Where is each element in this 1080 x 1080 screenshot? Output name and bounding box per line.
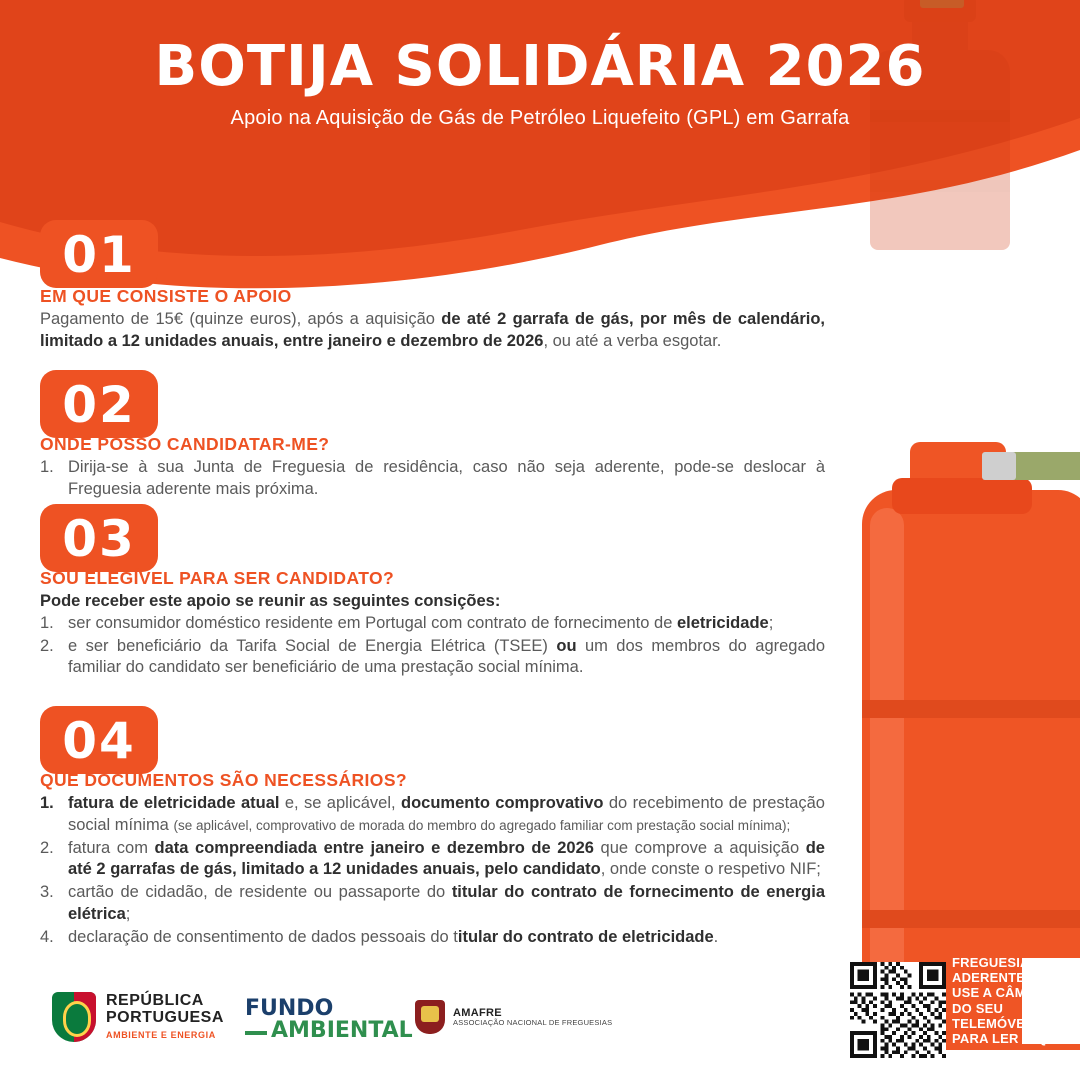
text-run: cartão de cidadão, de residente ou passaporte do (68, 883, 452, 902)
list-item (40, 636, 825, 680)
section-number-01: 01 (40, 220, 158, 288)
logo-amafre (415, 1000, 612, 1034)
list-marker: 4. (40, 927, 54, 946)
amafre-line2: ASSOCIAÇÃO NACIONAL DE FREGUESIAS (453, 1017, 613, 1027)
list-marker: 1. (40, 458, 54, 476)
text-run: ; (125, 904, 131, 923)
text-run: Pagamento de 15€ (quinze euros), após a aquisição (40, 310, 442, 328)
fundo-line2: AMBIENTAL (271, 1018, 413, 1043)
list-marker: 1. (40, 613, 54, 632)
list-item (40, 793, 825, 837)
section-04-heading: QUE DOCUMENTOS SÃO NECESSÁRIOS? (40, 770, 407, 790)
section-01-heading: EM QUE CONSISTE O APOIO (40, 286, 292, 306)
text-run: ; (768, 613, 774, 632)
list-text (68, 613, 773, 635)
list-marker: 2. (40, 838, 54, 857)
text-run: , onde conste o respetivo NIF; (600, 860, 821, 879)
list-text (68, 793, 825, 837)
text-run: ser consumidor doméstico residente em Portugal com contrato de fornecimento de (68, 613, 677, 632)
logo-republica-portuguesa (52, 992, 224, 1042)
text-run-bold: data compreendiada entre janeiro e dezembro de 2026 (154, 838, 594, 857)
section-01-paragraph (40, 309, 825, 353)
fundo-line1: FUNDO (245, 996, 334, 1021)
logo-fundo-ambiental (245, 998, 413, 1042)
qr-title: FREGUESIAS ADERENTES (952, 954, 1039, 986)
text-run-bold: de até 2 garrafas de gás, limitado a 12 unidades anuais, pelo candidato (68, 838, 825, 879)
text-run: fatura com (68, 838, 155, 857)
amafre-line1: AMAFRE (453, 1006, 502, 1019)
list-item (40, 882, 825, 926)
text-run-bold: titular do contrato de fornecimento de energia elétrica (68, 883, 825, 923)
qr-code[interactable] (850, 962, 946, 1058)
section-03-lead: Pode receber este apoio se reunir as seguintes consições: (40, 592, 501, 610)
gas-bottle-illustration (862, 430, 1080, 1030)
text-run: , ou até a verba esgotar. (543, 331, 722, 350)
list-text (68, 882, 825, 926)
page-title: BOTIJA SOLIDÁRIA 2026 (154, 34, 926, 99)
republica-line1: REPÚBLICA (106, 992, 204, 1010)
text-run: declaração de consentimento de dados pessoais do t (68, 927, 458, 946)
list-item (40, 457, 825, 501)
list-text: Dirija-se à sua Junta de Freguesia de residência, caso não seja aderente, pode-se deslocar à Freguesia aderente mais próxima. (68, 458, 825, 498)
qr-code-icon[interactable] (850, 962, 946, 1058)
list-item (40, 613, 825, 635)
list-marker: 3. (40, 883, 54, 902)
list-marker: 2. (40, 636, 54, 655)
text-run-bold: eletricidade (676, 613, 769, 632)
text-run-bold: fatura de eletricidade atual (68, 794, 280, 812)
text-run: do recebimento de prestação social mínima (68, 794, 825, 834)
section-01 (40, 286, 825, 353)
republica-line3: AMBIENTE E ENERGIA (106, 1030, 216, 1041)
text-run: e ser beneficiário da Tarifa Social de Energia Elétrica (TSEE) (68, 636, 557, 655)
section-04 (40, 770, 825, 949)
text-run-small: (se aplicável, comprovativo de morada do membro do agregado familiar com prestação social mínima); (173, 817, 791, 833)
section-number-03: 03 (40, 504, 158, 572)
fundo-bar-icon (245, 1031, 267, 1035)
section-02 (40, 434, 825, 502)
section-number-04: 04 (40, 706, 158, 774)
section-02-list (40, 457, 825, 501)
text-run: um dos membros do agregado familiar do candidato ser beneficiário de uma prestação social mínima. (68, 636, 826, 677)
list-text (68, 838, 825, 882)
list-text (68, 927, 718, 949)
section-04-list (40, 793, 825, 948)
qr-instruction-text: USE A CÂMARA DO SEU TELEMÓVEL PARA LER O QR CODE (952, 985, 1057, 1062)
section-02-heading: ONDE POSSO CANDIDATAR-ME? (40, 434, 330, 454)
amafre-crest-icon (415, 1000, 445, 1034)
text-run-bold: ou (556, 636, 577, 655)
qr-instructions (952, 955, 1062, 1062)
section-03-list (40, 613, 825, 679)
text-run: que comprove a aquisição (593, 838, 806, 857)
portugal-shield-icon (52, 992, 96, 1042)
list-item (40, 838, 825, 882)
list-item (40, 927, 825, 949)
page-subtitle: Apoio na Aquisição de Gás de Petróleo Liquefeito (GPL) em Garrafa (230, 107, 850, 129)
text-run: e, se aplicável, (279, 794, 401, 812)
text-run-bold: itular do contrato de eletricidade (457, 927, 714, 946)
text-run-bold: documento comprovativo (400, 794, 604, 812)
text-run: . (713, 927, 719, 946)
section-03 (40, 568, 825, 680)
list-marker: 1. (40, 794, 54, 812)
text-run-bold: de até 2 garrafa de gás, por mês de calendário, limitado a 12 unidades anuais, entre janeiro e dezembro de 2026 (40, 310, 825, 350)
section-number-02: 02 (40, 370, 158, 438)
section-03-heading: SOU ELEGÍVEL PARA SER CANDIDATO? (40, 568, 395, 588)
list-text (68, 636, 825, 680)
republica-line2: PORTUGUESA (106, 1009, 224, 1027)
